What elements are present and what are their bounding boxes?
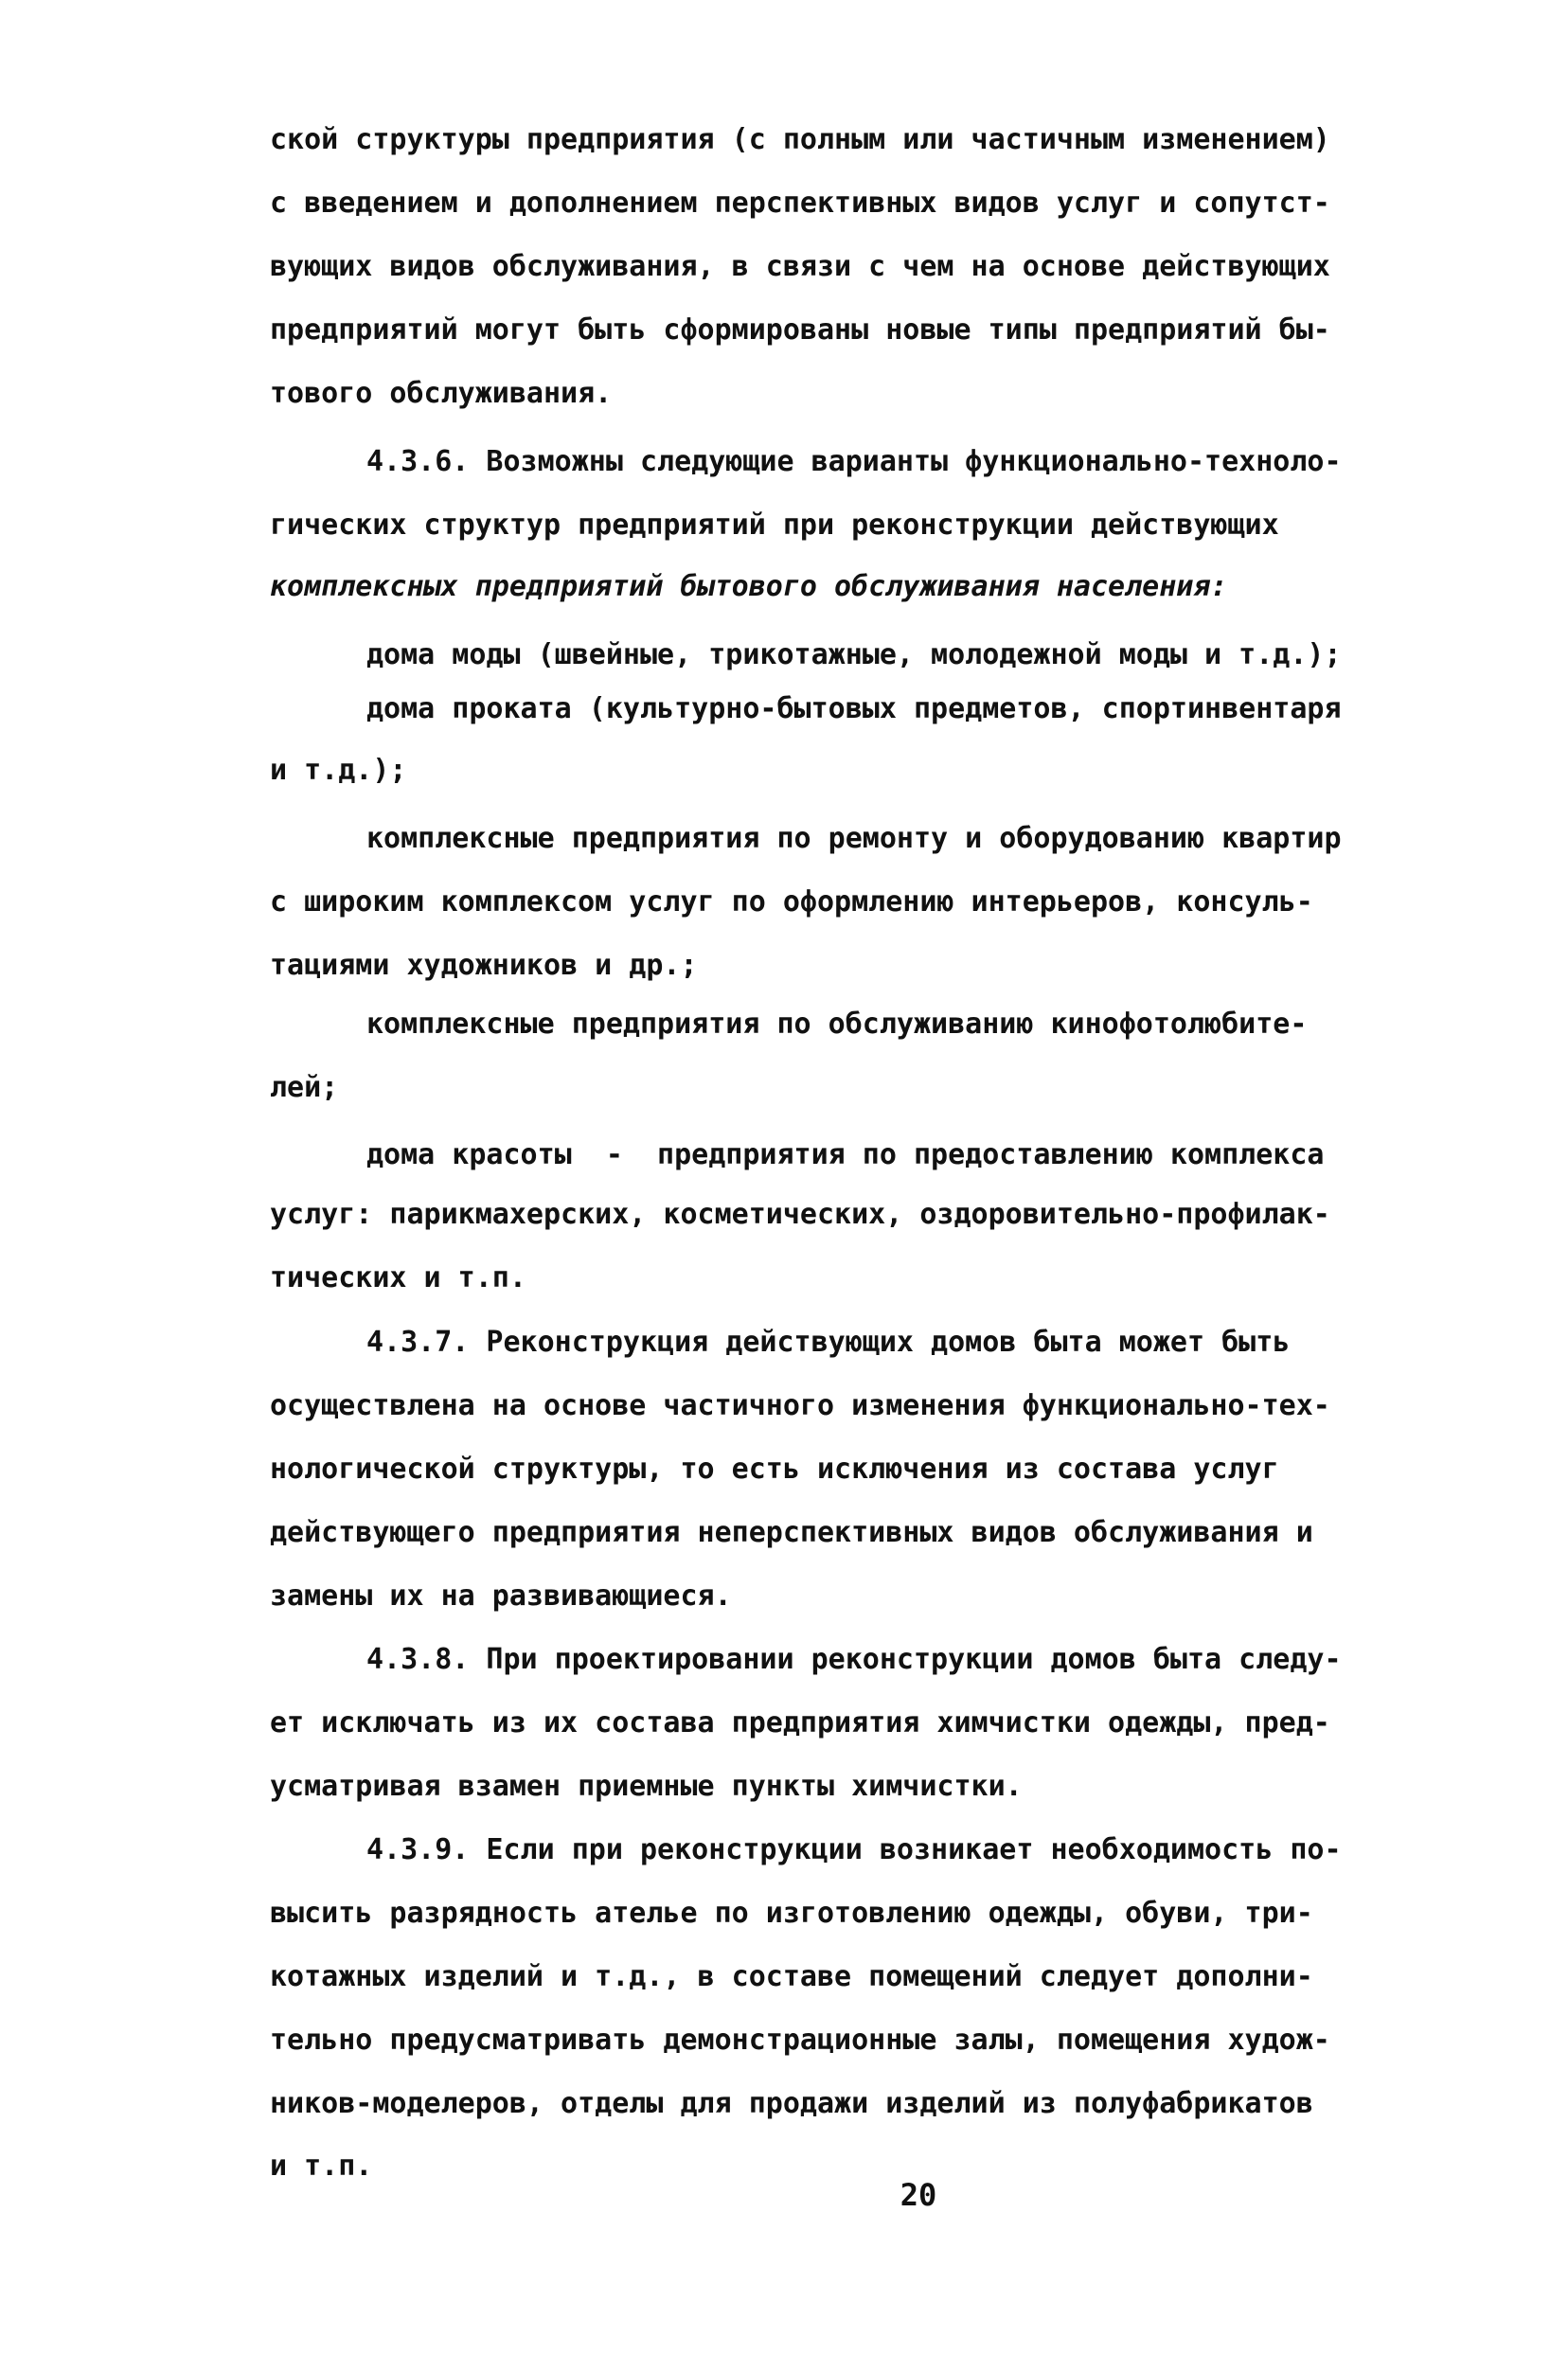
- text-line: 4.3.6. Возможны следующие варианты функционально-техноло-: [366, 445, 1342, 478]
- text-line: комплексных предприятий бытового обслуживания населения:: [270, 570, 1228, 603]
- text-line: предприятий могут быть сформированы новые типы предприятий бы-: [270, 313, 1330, 347]
- text-line: нологической структуры, то есть исключения из состава услуг: [270, 1453, 1279, 1486]
- text-line: котажных изделий и т.д., в составе помещений следует дополни-: [270, 1960, 1313, 1993]
- list-item: дома моды (швейные, трикотажные, молодежной моды и т.д.);: [366, 638, 1342, 671]
- text-line: тических и т.п.: [270, 1261, 526, 1294]
- text-line: усматривая взамен приемные пункты химчистки.: [270, 1770, 1023, 1803]
- list-item: дома проката (культурно-бытовых предметов, спортинвентаря: [366, 692, 1342, 725]
- list-item: комплексные предприятия по ремонту и оборудованию квартир: [366, 822, 1342, 855]
- text-line: вующих видов обслуживания, в связи с чем на основе действующих: [270, 250, 1330, 283]
- text-line: тельно предусматривать демонстрационные залы, помещения худож-: [270, 2024, 1330, 2057]
- text-line: 4.3.7. Реконструкция действующих домов быта может быть: [366, 1326, 1291, 1359]
- text-line: осуществлена на основе частичного изменения функционально-тех-: [270, 1389, 1330, 1422]
- list-item: комплексные предприятия по обслуживанию кинофотолюбите-: [366, 1008, 1308, 1041]
- text-line: действующего предприятия неперспективных видов обслуживания и: [270, 1516, 1313, 1549]
- text-line: замены их на развивающиеся.: [270, 1579, 732, 1613]
- text-line: 4.3.8. При проектировании реконструкции домов быта следу-: [366, 1643, 1342, 1676]
- page-number: 20: [900, 2177, 937, 2213]
- text-line: тового обслуживания.: [270, 377, 613, 410]
- text-line: 4.3.9. Если при реконструкции возникает необходимость по-: [366, 1833, 1342, 1866]
- text-line: высить разрядность ателье по изготовлению одежды, обуви, три-: [270, 1897, 1313, 1930]
- list-item: дома красоты - предприятия по предоставлению комплекса: [366, 1138, 1325, 1171]
- text-line: лей;: [270, 1071, 339, 1104]
- text-line: ской структуры предприятия (с полным или частичным изменением): [270, 123, 1330, 156]
- text-line: и т.п.: [270, 2150, 373, 2183]
- text-line: тациями художников и др.;: [270, 949, 698, 982]
- text-line: услуг: парикмахерских, косметических, оздоровительно-профилак-: [270, 1198, 1330, 1231]
- text-line: и т.д.);: [270, 754, 407, 787]
- text-line: с введением и дополнением перспективных видов услуг и сопутст-: [270, 187, 1330, 220]
- text-line: ников-моделеров, отделы для продажи изделий из полуфабрикатов: [270, 2087, 1313, 2120]
- text-line: ет исключать из их состава предприятия химчистки одежды, пред-: [270, 1706, 1330, 1739]
- text-line: гических структур предприятий при реконструкции действующих: [270, 508, 1279, 542]
- text-line: с широким комплексом услуг по оформлению интерьеров, консуль-: [270, 885, 1313, 919]
